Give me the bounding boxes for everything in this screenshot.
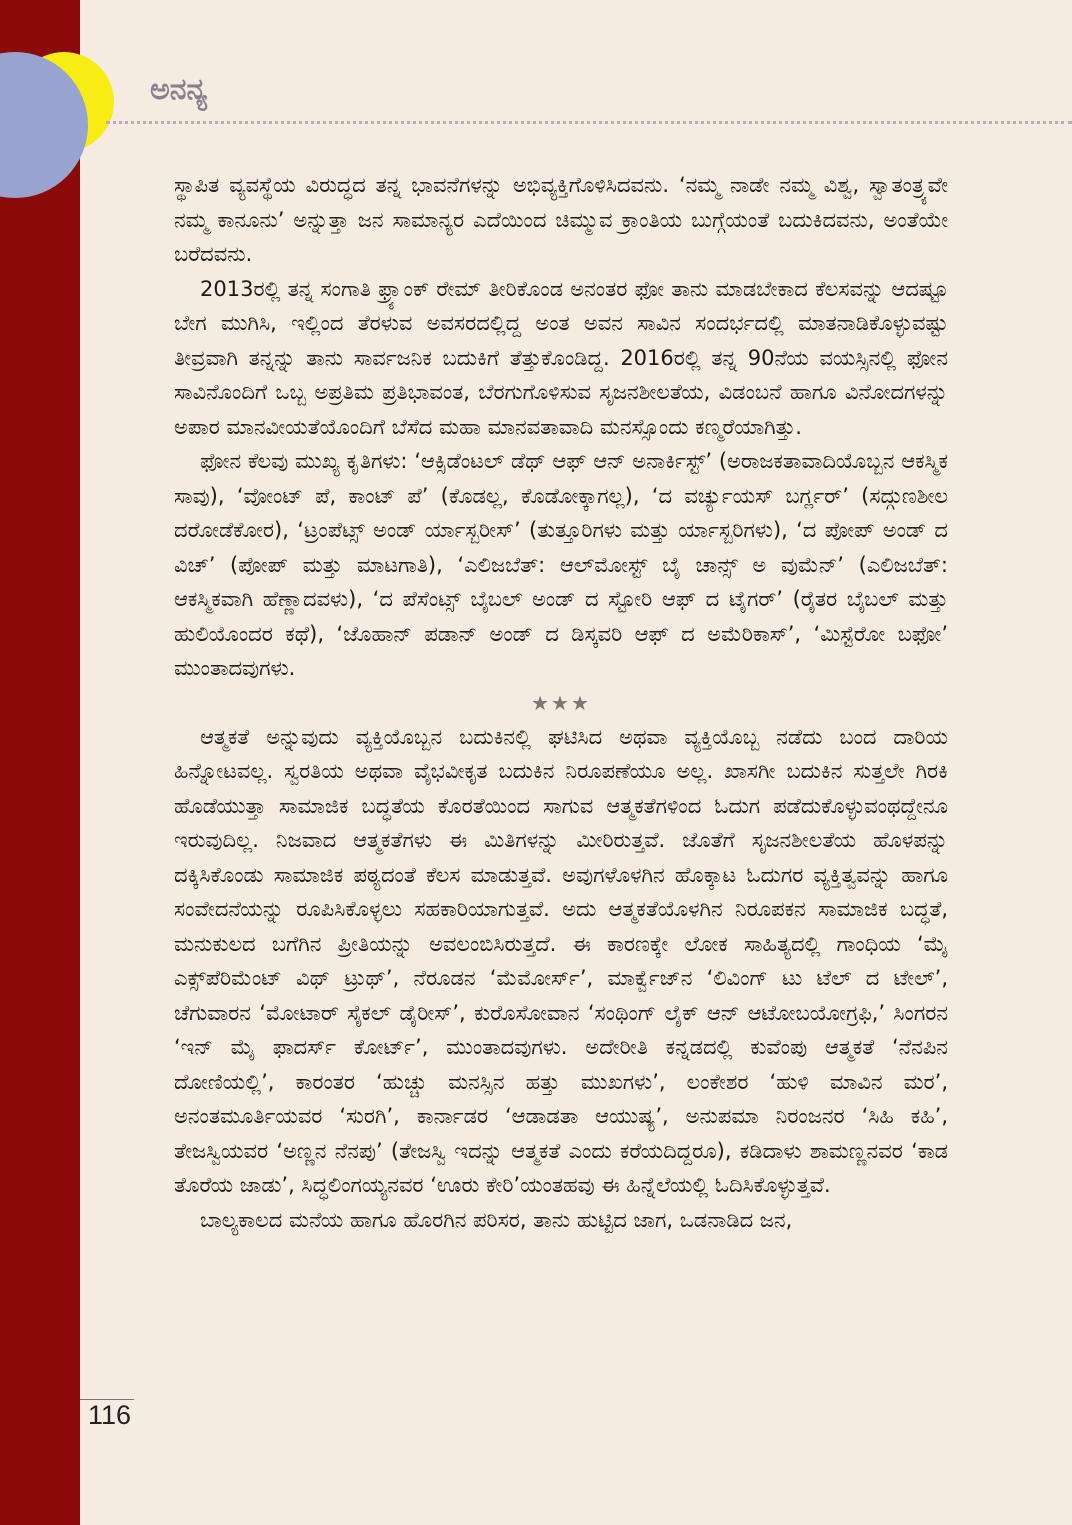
chapter-title: ಅನನ್ಯ <box>150 72 208 107</box>
paragraph-3: ಫೋನ ಕೆಲವು ಮುಖ್ಯ ಕೃತಿಗಳು: ‘ಆಕ್ಸಿಡೆಂಟಲ್ ಡೆಥ್ ಆಫ್ ಆನ್ ಅನಾರ್ಕಿಸ್ಟ್’ (ಅರಾಜಕತಾವಾದಿಯೊಬ್ಬನ ಆಕಸ್ಮಿಕ ಸಾವು), ‘ವೋಂಟ್ ಪೆ, ಕಾಂಟ್ ಪೆ’ (ಕೊಡಲ್ಲ, ಕೊಡೋಕ್ಕಾಗಲ್ಲ), ‘ದ ವರ್ಚ್ಯುಯಸ್ ಬರ್ಗ್ಲರ್’ (ಸದ್ಗುಣಶೀಲ ದರೋಡೆಕೋರ), ‘ಟ್ರಂಪೆಟ್ಸ್ ಅಂಡ್ ರ್ಯಾಸ್ಬರೀಸ್’ (ತುತ್ತೂರಿಗಳು ಮತ್ತು ರ್ಯಾಸ್ಬರಿಗಳು), ‘ದ ಪೋಪ್ ಅಂಡ್ ದ ವಿಚ್’ (ಪೋಪ್ ಮತ್ತು ಮಾಟಗಾತಿ), ‘ಎಲಿಜಬೆತ್: ಆಲ್‌ಮೋಸ್ಟ್ ಬೈ ಚಾನ್ಸ್ ಅ ವುಮೆನ್’ (ಎಲಿಜಬೆತ್: ಆಕಸ್ಮಿಕವಾಗಿ ಹೆಣ್ಣಾದವಳು), ‘ದ ಪೆಸೆಂಟ್ಸ್ ಬೈಬಲ್ ಅಂಡ್ ದ ಸ್ಟೋರಿ ಆಫ್ ದ ಟೈಗರ್’ (ರೈತರ ಬೈಬಲ್ ಮತ್ತು ಹುಲಿಯೊಂದರ ಕಥೆ), ‘ಜೊಹಾನ್ ಪಡಾನ್ ಅಂಡ್ ದ ಡಿಸ್ಕವರಿ ಆಫ್ ದ ಅಮೆರಿಕಾಸ್’, ‘ಮಿಸ್ಟೆರೋ ಬಫೋ’ ಮುಂತಾದವುಗಳು. <box>174 449 948 680</box>
page-number: 116 <box>88 1400 132 1430</box>
paragraph-5: ಬಾಲ್ಯಕಾಲದ ಮನೆಯ ಹಾಗೂ ಹೊರಗಿನ ಪರಿಸರ, ತಾನು ಹುಟ್ಟಿದ ಜಾಗ, ಒಡನಾಡಿದ ಜನ, <box>200 1207 793 1232</box>
paragraph-2: 2013ರಲ್ಲಿ ತನ್ನ ಸಂಗಾತಿ ಫ್ರ್ಯಾಂಕ್ ರೇಮ್ ತೀರಿಕೊಂಡ ಅನಂತರ ಫೋ ತಾನು ಮಾಡಬೇಕಾದ ಕೆಲಸವನ್ನು ಆದಷ್ಟೂ ಬೇಗ ಮುಗಿಸಿ, ಇಲ್ಲಿಂದ ತೆರಳುವ ಅವಸರದಲ್ಲಿದ್ದ ಅಂತ ಅವನ ಸಾವಿನ ಸಂದರ್ಭದಲ್ಲಿ ಮಾತನಾಡಿಕೊಳ್ಳುವಷ್ಟು ತೀವ್ರವಾಗಿ ತನ್ನನ್ನು ತಾನು ಸಾರ್ವಜನಿಕ ಬದುಕಿಗೆ ತೆತ್ತುಕೊಂಡಿದ್ದ. 2016ರಲ್ಲಿ ತನ್ನ 90ನೆಯ ವಯಸ್ಸಿನಲ್ಲಿ ಫೋನ ಸಾವಿನೊಂದಿಗೆ ಒಬ್ಬ ಅಪ್ರತಿಮ ಪ್ರತಿಭಾವಂತ, ಬೆರಗುಗೊಳಿಸುವ ಸೃಜನಶೀಲತೆಯ, ವಿಡಂಬನೆ ಹಾಗೂ ವಿನೋದಗಳನ್ನು ಅಪಾರ ಮಾನವೀಯತೆಯೊಂದಿಗೆ ಬೆಸೆದ ಮಹಾ ಮಾನವತಾವಾದಿ ಮನಸ್ಸೊಂದು ಕಣ್ಮರೆಯಾಗಿತ್ತು. <box>174 276 949 439</box>
paragraph-1: ಸ್ಥಾಪಿತ ವ್ಯವಸ್ಥೆಯ ವಿರುದ್ಧದ ತನ್ನ ಭಾವನೆಗಳನ್ನು ಅಭಿವ್ಯಕ್ತಿಗೊಳಿಸಿದವನು. ‘ನಮ್ಮ ನಾಡೇ ನಮ್ಮ ವಿಶ್ವ, ಸ್ವಾತಂತ್ರ್ಯವೇ ನಮ್ಮ ಕಾನೂನು’ ಅನ್ನುತ್ತಾ ಜನ ಸಾಮಾನ್ಯರ ಎದೆಯಿಂದ ಚಿಮ್ಮುವ ಕ್ರಾಂತಿಯ ಬುಗ್ಗೆಯಂತೆ ಬದುಕಿದವನು, ಅಂತೆಯೇ ಬರೆದವನು. <box>174 173 948 266</box>
left-margin-bar <box>0 0 80 1525</box>
section-separator: ★★★ <box>531 690 591 715</box>
page-body <box>174 168 948 1237</box>
paragraph-4: ಆತ್ಮಕತೆ ಅನ್ನುವುದು ವ್ಯಕ್ತಿಯೊಬ್ಬನ ಬದುಕಿನಲ್ಲಿ ಘಟಿಸಿದ ಅಥವಾ ವ್ಯಕ್ತಿಯೊಬ್ಬ ನಡೆದು ಬಂದ ದಾರಿಯ ಹಿನ್ನೋಟವಲ್ಲ. ಸ್ವರತಿಯ ಅಥವಾ ವೈಭವೀಕೃತ ಬದುಕಿನ ನಿರೂಪಣೆಯೂ ಅಲ್ಲ. ಖಾಸಗೀ ಬದುಕಿನ ಸುತ್ತಲೇ ಗಿರಕಿ ಹೊಡೆಯುತ್ತಾ ಸಾಮಾಜಿಕ ಬದ್ಧತೆಯ ಕೊರತೆಯಿಂದ ಸಾಗುವ ಆತ್ಮಕತೆಗಳಿಂದ ಓದುಗ ಪಡೆದುಕೊಳ್ಳುವಂಥದ್ದೇನೂ ಇರುವುದಿಲ್ಲ. ನಿಜವಾದ ಆತ್ಮಕತೆಗಳು ಈ ಮಿತಿಗಳನ್ನು ಮೀರಿರುತ್ತವೆ. ಜೊತೆಗೆ ಸೃಜನಶೀಲತೆಯ ಹೊಳಪನ್ನು ದಕ್ಕಿಸಿಕೊಂಡು ಸಾಮಾಜಿಕ ಪಠ್ಯದಂತೆ ಕೆಲಸ ಮಾಡುತ್ತವೆ. ಅವುಗಳೊಳಗಿನ ಹೊಕ್ಕಾಟ ಓದುಗರ ವ್ಯಕ್ತಿತ್ವವನ್ನು ಹಾಗೂ ಸಂವೇದನೆಯನ್ನು ರೂಪಿಸಿಕೊಳ್ಳಲು ಸಹಕಾರಿಯಾಗುತ್ತವೆ. ಅದು ಆತ್ಮಕತೆಯೊಳಗಿನ ನಿರೂಪಕನ ಸಾಮಾಜಿಕ ಬದ್ಧತೆ, ಮನುಕುಲದ ಬಗೆಗಿನ ಪ್ರೀತಿಯನ್ನು ಅವಲಂಬಿಸಿರುತ್ತದೆ. ಈ ಕಾರಣಕ್ಕೇ ಲೋಕ ಸಾಹಿತ್ಯದಲ್ಲಿ ಗಾಂಧಿಯ ‘ಮೈ ಎಕ್ಸ್‌ಪೆರಿಮೆಂಟ್ ವಿಥ್ ಟ್ರುಥ್’, ನೆರೂಡನ ‘ಮೆಮೋರ್ಸ್’, ಮಾರ್ಕ್ವೆಜ್‌ನ ‘ಲಿವಿಂಗ್ ಟು ಟೆಲ್ ದ ಟೇಲ್’, ಚೆಗುವಾರನ ‘ಮೋಟಾರ್ ಸೈಕಲ್ ಡೈರೀಸ್’, ಕುರೊಸೋವಾನ ‘ಸಂಥಿಂಗ್ ಲೈಕ್ ಆನ್ ಆಟೋಬಯೋಗ್ರಫಿ,’ ಸಿಂಗರನ ‘ಇನ್ ಮೈ ಫಾದರ್ಸ್ ಕೋರ್ಟ್’, ಮುಂತಾದವುಗಳು. ಅದೇರೀತಿ ಕನ್ನಡದಲ್ಲಿ ಕುವೆಂಪು ಆತ್ಮಕತೆ ‘ನೆನಪಿನ ದೋಣಿಯಲ್ಲಿ’, ಕಾರಂತರ ‘ಹುಚ್ಚು ಮನಸ್ಸಿನ ಹತ್ತು ಮುಖಗಳು’, ಲಂಕೇಶರ ‘ಹುಳಿ ಮಾವಿನ ಮರ’, ಅನಂತಮೂರ್ತಿಯವರ ‘ಸುರಗಿ’, ಕಾರ್ನಾಡರ ‘ಆಡಾಡತಾ ಆಯುಷ್ಯ’, ಅನುಪಮಾ ನಿರಂಜನರ ‘ಸಿಹಿ ಕಹಿ’, ತೇಜಸ್ವಿಯವರ ‘ಅಣ್ಣನ ನೆನಪು’ (ತೇಜಸ್ವಿ ಇದನ್ನು ಆತ್ಮಕತೆ ಎಂದು ಕರೆಯದಿದ್ದರೂ), ಕಡಿದಾಳು ಶಾಮಣ್ಣನವರ ‘ಕಾಡ ತೊರೆಯ ಜಾಡು’, ಸಿದ್ಧಲಿಂಗಯ್ಯನವರ ‘ಊರು ಕೇರಿ’ಯಂತಹವು ಈ ಹಿನ್ನೆಲೆಯಲ್ಲಿ ಓದಿಸಿಕೊಳ್ಳುತ್ತವೆ. <box>174 724 948 1197</box>
header-dotted-rule <box>106 121 1072 124</box>
